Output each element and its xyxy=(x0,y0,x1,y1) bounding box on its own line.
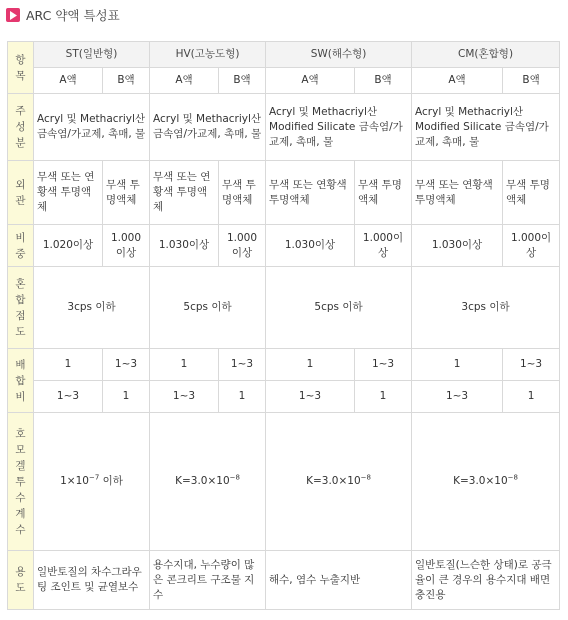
header-group-sw: SW(해수형) xyxy=(266,42,412,68)
cell-composition-hv: Acryl 및 Methacriyl산 금속염/가교제, 촉매, 물 xyxy=(150,94,266,161)
row-ratio-2 xyxy=(8,381,560,413)
cell-appearance-st-b: 무색 투명액체 xyxy=(103,161,150,225)
cell-viscosity-st: 3cps 이하 xyxy=(34,267,150,349)
header-group-cm: CM(혼합형) xyxy=(412,42,560,68)
cell-permeability-cm: $K=3.0\times 10^{-8}$ xyxy=(412,413,560,551)
cell-appearance-hv-a: 무색 또는 연황색 투명액체 xyxy=(150,161,219,225)
cell-usage-st: 일반토질의 차수그라우팅 조인트 및 균열보수 xyxy=(34,551,150,610)
cell-gravity-st-b: 1.000이상 xyxy=(103,225,150,267)
cell-permeability-hv: $K=3.0\times 10^{-8}$ xyxy=(150,413,266,551)
cell-viscosity-hv: 5cps 이하 xyxy=(150,267,266,349)
row-appearance xyxy=(8,161,560,225)
header-group-st: ST(일반형) xyxy=(34,42,150,68)
cell-usage-sw: 해수, 염수 누출지반 xyxy=(266,551,412,610)
cell-gravity-sw-b: 1.000이상 xyxy=(355,225,412,267)
cell-composition-cm: Acryl 및 Methacriyl산 Modified Silicate 금속염/가교제, 촉매, 물 xyxy=(412,94,560,161)
cell-appearance-sw-a: 무색 또는 연황색 투명액체 xyxy=(266,161,355,225)
row-ratio-1 xyxy=(8,349,560,381)
header-corner: 항목 xyxy=(8,42,34,94)
cell-usage-cm: 일반토질(느슨한 상태)로 공극율이 큰 경우의 용수지대 배면 충진용 xyxy=(412,551,560,610)
row-label-viscosity: 혼합점도 xyxy=(8,267,34,349)
cell-gravity-cm-b: 1.000이상 xyxy=(503,225,560,267)
cell-gravity-st-a: 1.020이상 xyxy=(34,225,103,267)
header-sub-b: B액 xyxy=(355,68,412,94)
header-sub-b: B액 xyxy=(503,68,560,94)
row-label-composition: 주성분 xyxy=(8,94,34,161)
cell-gravity-cm-a: 1.030이상 xyxy=(412,225,503,267)
cell-ratio: 1 xyxy=(266,349,355,381)
cell-ratio: 1 xyxy=(355,381,412,413)
cell-composition-sw: Acryl 및 Methacriyl산 Modified Silicate 금속염/가교제, 촉매, 물 xyxy=(266,94,412,161)
row-label-usage: 용도 xyxy=(8,551,34,610)
cell-appearance-sw-b: 무색 투명액체 xyxy=(355,161,412,225)
cell-gravity-hv-a: 1.030이상 xyxy=(150,225,219,267)
header-sub-a: A액 xyxy=(266,68,355,94)
cell-appearance-hv-b: 무색 투명액체 xyxy=(219,161,266,225)
arrow-right-icon xyxy=(6,8,20,22)
title-bar xyxy=(6,4,120,26)
cell-gravity-hv-b: 1.000이상 xyxy=(219,225,266,267)
header-sub-a: A액 xyxy=(34,68,103,94)
cell-ratio: 1 xyxy=(412,349,503,381)
cell-ratio: 1~3 xyxy=(412,381,503,413)
row-label-ratio: 배합비 xyxy=(8,349,34,413)
cell-viscosity-sw: 5cps 이하 xyxy=(266,267,412,349)
spec-table xyxy=(7,41,560,610)
cell-ratio: 1 xyxy=(503,381,560,413)
cell-ratio: 1 xyxy=(103,381,150,413)
header-sub-a: A액 xyxy=(412,68,503,94)
row-viscosity xyxy=(8,267,560,349)
page-title: ARC 약액 특성표 xyxy=(26,8,120,23)
cell-usage-hv: 용수지대, 누수량이 많은 콘크리트 구조물 지수 xyxy=(150,551,266,610)
cell-viscosity-cm: 3cps 이하 xyxy=(412,267,560,349)
header-group-hv: HV(고농도형) xyxy=(150,42,266,68)
cell-ratio: 1~3 xyxy=(150,381,219,413)
cell-ratio: 1 xyxy=(150,349,219,381)
row-label-appearance: 외관 xyxy=(8,161,34,225)
cell-ratio: 1 xyxy=(34,349,103,381)
cell-ratio: 1~3 xyxy=(103,349,150,381)
cell-ratio: 1 xyxy=(219,381,266,413)
row-gravity xyxy=(8,225,560,267)
row-usage xyxy=(8,551,560,610)
cell-appearance-cm-a: 무색 또는 연황색 투명액체 xyxy=(412,161,503,225)
row-permeability xyxy=(8,413,560,551)
cell-ratio: 1~3 xyxy=(503,349,560,381)
row-composition xyxy=(8,94,560,161)
header-sub-a: A액 xyxy=(150,68,219,94)
header-group-row xyxy=(8,42,560,68)
cell-composition-st: Acryl 및 Methacriyl산 금속염/가교제, 촉매, 물 xyxy=(34,94,150,161)
cell-appearance-st-a: 무색 또는 연황색 투명액체 xyxy=(34,161,103,225)
row-label-gravity: 비중 xyxy=(8,225,34,267)
cell-ratio: 1~3 xyxy=(266,381,355,413)
cell-gravity-sw-a: 1.030이상 xyxy=(266,225,355,267)
header-sub-b: B액 xyxy=(219,68,266,94)
row-label-permeability: 호모겔투수계수 xyxy=(8,413,34,551)
cell-ratio: 1~3 xyxy=(219,349,266,381)
cell-ratio: 1~3 xyxy=(355,349,412,381)
cell-ratio: 1~3 xyxy=(34,381,103,413)
cell-permeability-st: $1\times 10^{-7}$ 이하 xyxy=(34,413,150,551)
cell-permeability-sw: $K=3.0\times 10^{-8}$ xyxy=(266,413,412,551)
header-sub-row xyxy=(8,68,560,94)
header-sub-b: B액 xyxy=(103,68,150,94)
cell-appearance-cm-b: 무색 투명액체 xyxy=(503,161,560,225)
